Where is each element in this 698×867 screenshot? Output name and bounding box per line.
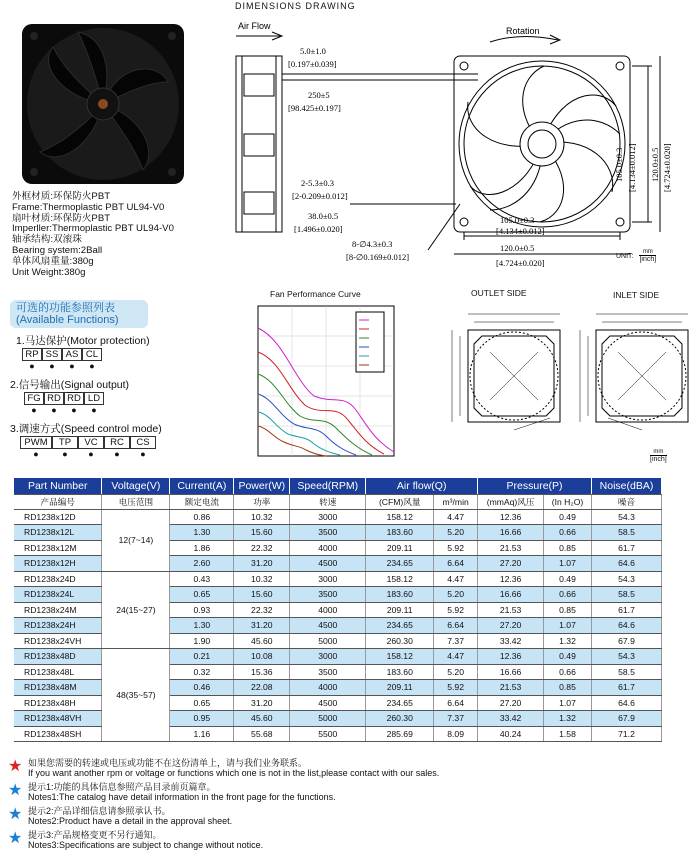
table-cell: 1.86 (170, 540, 234, 556)
dimensions-drawing (228, 14, 696, 274)
col-header: Noise(dBA) (591, 478, 661, 494)
table-cell: RD1238x48SH (14, 726, 102, 742)
table-cell: 7.37 (434, 711, 478, 727)
table-cell: 22.08 (234, 680, 290, 696)
table-cell: 4.47 (434, 649, 478, 665)
svg-text:[4.134±0.012]: [4.134±0.012] (627, 143, 637, 192)
table-cell: 1.58 (544, 726, 592, 742)
table-cell: 158.12 (366, 509, 434, 525)
table-cell: 10.08 (234, 649, 290, 665)
code-box: CS (130, 436, 156, 449)
col-header: Current(A) (170, 478, 234, 494)
table-cell: 12.36 (478, 649, 544, 665)
table-cell: 22.32 (234, 540, 290, 556)
table-cell: 0.65 (170, 587, 234, 603)
table-cell: 0.46 (170, 680, 234, 696)
table-cell: 27.20 (478, 695, 544, 711)
table-cell: 67.9 (591, 711, 661, 727)
svg-text:120.0±0.5: 120.0±0.5 (650, 147, 660, 182)
table-cell: 0.21 (170, 649, 234, 665)
code-box: TP (52, 436, 78, 449)
table-cell: 234.65 (366, 618, 434, 634)
col-header: Power(W) (234, 478, 290, 494)
fan-photo (18, 22, 188, 187)
table-cell: 0.85 (544, 680, 592, 696)
motor-protection-label: 1.马达保护(Motor protection) (16, 335, 150, 347)
table-cell: 6.64 (434, 618, 478, 634)
star-icon: ★ (8, 782, 23, 799)
table-cell: 15.36 (234, 664, 290, 680)
table-cell: 21.53 (478, 602, 544, 618)
table-cell: 7.37 (434, 633, 478, 649)
table-cell: 0.49 (544, 571, 592, 587)
table-cell: 71.2 (591, 726, 661, 742)
outlet-side-drawing (440, 300, 570, 470)
table-cell: 3500 (290, 525, 366, 541)
speed-control-label: 3.调速方式(Speed control mode) (10, 423, 162, 435)
table-cell: 3000 (290, 649, 366, 665)
table-cell: 5.92 (434, 540, 478, 556)
table-cell: 61.7 (591, 540, 661, 556)
table-cell: 3000 (290, 509, 366, 525)
spec-line: Bearing system:2Ball (12, 244, 103, 256)
table-cell: 3000 (290, 571, 366, 587)
table-cell: RD1238x48M (14, 680, 102, 696)
table-cell: 0.66 (544, 664, 592, 680)
table-cell: 5.92 (434, 680, 478, 696)
unit-legend-2: mm [inch] (650, 449, 667, 463)
table-cell: 5000 (290, 711, 366, 727)
table-cell: 64.6 (591, 556, 661, 572)
table-cell: 48(35~57) (102, 649, 170, 742)
table-cell: 33.42 (478, 633, 544, 649)
table-cell: RD1238x24H (14, 618, 102, 634)
table-cell: 21.53 (478, 540, 544, 556)
star-icon: ★ (8, 806, 23, 823)
table-cell: 1.30 (170, 525, 234, 541)
table-cell: 209.11 (366, 602, 434, 618)
spec-table (14, 478, 662, 742)
table-cell: 45.60 (234, 633, 290, 649)
star-icon: ★ (8, 758, 23, 775)
svg-text:[4.134±0.012]: [4.134±0.012] (496, 226, 545, 236)
table-cell: 15.60 (234, 525, 290, 541)
col-header: Air flow(Q) (366, 478, 478, 494)
table-cell: 54.3 (591, 509, 661, 525)
table-cell: RD1238x12M (14, 540, 102, 556)
code-box: PWM (20, 436, 52, 449)
signal-output-codes: FG RD $\overline{RD}$ LD ● ● ● ● (24, 392, 104, 415)
perf-curve-chart (244, 300, 404, 470)
table-cell: 0.65 (170, 695, 234, 711)
table-header-row (14, 478, 662, 494)
table-cell: 0.43 (170, 571, 234, 587)
table-cell: 183.60 (366, 525, 434, 541)
spec-line: Frame:Thermoplastic PBT UL94-V0 (12, 201, 165, 213)
svg-text:120.0±0.5: 120.0±0.5 (500, 243, 535, 253)
rotation-label: Rotation (506, 26, 540, 36)
motor-protection-codes: RP SS AS CL ● ● ● ● (22, 348, 102, 371)
svg-text:105.0±0.3: 105.0±0.3 (614, 147, 624, 182)
code-box: FG (24, 392, 44, 405)
table-cell: 0.85 (544, 540, 592, 556)
col-header: Pressure(P) (478, 478, 592, 494)
table-cell: 209.11 (366, 540, 434, 556)
table-cell: 1.32 (544, 711, 592, 727)
inlet-side-drawing (568, 300, 692, 450)
code-box: LD (84, 392, 104, 405)
col-header: Part Number (14, 478, 102, 494)
table-cell: 12.36 (478, 571, 544, 587)
table-cell: 183.60 (366, 664, 434, 680)
air-flow-label: Air Flow (238, 21, 271, 31)
table-cell: RD1238x12D (14, 509, 102, 525)
table-cell: 64.6 (591, 695, 661, 711)
svg-text:250±5: 250±5 (308, 90, 330, 100)
table-cell: 22.32 (234, 602, 290, 618)
inlet-side-title: INLET SIDE (613, 290, 660, 300)
svg-text:[2-0.209±0.012]: [2-0.209±0.012] (292, 191, 348, 201)
table-cell: RD1238x48L (14, 664, 102, 680)
table-cell: 0.49 (544, 509, 592, 525)
table-cell: 0.95 (170, 711, 234, 727)
table-cell: 1.07 (544, 695, 592, 711)
table-cell: 24(15~27) (102, 571, 170, 649)
table-cell: 5500 (290, 726, 366, 742)
table-cell: 234.65 (366, 695, 434, 711)
note-item: ★ 如果您需要的转速或电压或功能不在这份清单上，请与我们业务联系。 If you want another rpm or voltage or functions which one is not in the list,please contact with our sales. (8, 758, 440, 778)
table-row (14, 649, 662, 665)
table-cell: 16.66 (478, 587, 544, 603)
table-cell: 67.9 (591, 633, 661, 649)
table-cell: 21.53 (478, 680, 544, 696)
table-cell: 16.66 (478, 664, 544, 680)
svg-text:38.0±0.5: 38.0±0.5 (308, 211, 339, 221)
table-cell: 158.12 (366, 571, 434, 587)
table-cell: 64.6 (591, 618, 661, 634)
table-cell: 40.24 (478, 726, 544, 742)
col-header: Voltage(V) (102, 478, 170, 494)
table-cell: 260.30 (366, 711, 434, 727)
table-cell: 0.66 (544, 587, 592, 603)
svg-text:[0.197±0.039]: [0.197±0.039] (288, 59, 337, 69)
perf-curve-title: Fan Performance Curve (270, 289, 361, 299)
table-cell: 4.47 (434, 571, 478, 587)
table-cell: 31.20 (234, 695, 290, 711)
table-cell: RD1238x48VH (14, 711, 102, 727)
functions-title: 可选的功能参照列表 (Available Functions) (10, 300, 148, 328)
signal-output-label: 2.信号输出(Signal output) (10, 379, 130, 391)
table-cell: 33.42 (478, 711, 544, 727)
svg-text:[98.425±0.197]: [98.425±0.197] (288, 103, 341, 113)
code-box: $\overline{RD}$ (64, 392, 84, 405)
code-box: AS (62, 348, 82, 361)
table-cell: 16.66 (478, 525, 544, 541)
svg-text:[1.496±0.020]: [1.496±0.020] (294, 224, 343, 234)
table-cell: RD1238x12L (14, 525, 102, 541)
table-cell: 209.11 (366, 680, 434, 696)
table-cell: 31.20 (234, 556, 290, 572)
table-cell: 27.20 (478, 556, 544, 572)
code-box: VC (78, 436, 104, 449)
col-header: Speed(RPM) (290, 478, 366, 494)
svg-text:[4.724±0.020]: [4.724±0.020] (662, 143, 672, 192)
table-cell: RD1238x48D (14, 649, 102, 665)
svg-text:5.0±1.0: 5.0±1.0 (300, 46, 326, 56)
table-cell: 234.65 (366, 556, 434, 572)
outlet-side-title: OUTLET SIDE (471, 288, 527, 298)
table-cell: 5.20 (434, 587, 478, 603)
note-item: ★ 提示3:产品规格变更不另行通知。 Notes3:Specifications are subject to change without notice. (8, 830, 264, 850)
table-cell: 1.90 (170, 633, 234, 649)
code-box: RP (22, 348, 42, 361)
code-box: RC (104, 436, 130, 449)
spec-line: 单体风扇重量:380g (12, 255, 94, 267)
unit-legend: UNIT: mm [inch] (616, 249, 657, 263)
table-cell: 45.60 (234, 711, 290, 727)
table-cell: 15.60 (234, 587, 290, 603)
table-cell: 3500 (290, 587, 366, 603)
table-cell: 1.07 (544, 618, 592, 634)
table-cell: 61.7 (591, 602, 661, 618)
table-cell: 58.5 (591, 587, 661, 603)
table-cell: 0.32 (170, 664, 234, 680)
table-cell: 10.32 (234, 571, 290, 587)
table-cell: 61.7 (591, 680, 661, 696)
table-cell: RD1238x24VH (14, 633, 102, 649)
table-cell: 1.16 (170, 726, 234, 742)
table-cell: 0.85 (544, 602, 592, 618)
table-cell: RD1238x24L (14, 587, 102, 603)
notes (8, 758, 688, 854)
code-box: SS (42, 348, 62, 361)
table-cell: 31.20 (234, 618, 290, 634)
table-cell: 183.60 (366, 587, 434, 603)
svg-text:[4.724±0.020]: [4.724±0.020] (496, 258, 545, 268)
table-cell: 4500 (290, 695, 366, 711)
table-row (14, 571, 662, 587)
table-cell: 5000 (290, 633, 366, 649)
note-item: ★ 提示2:产品详细信息请参照承认书。 Notes2:Product have a detail in the approval sheet. (8, 806, 233, 826)
speed-control-codes: PWM TP VC RC CS ● ● ● ● ● (20, 436, 156, 459)
table-cell: 0.66 (544, 525, 592, 541)
table-cell: RD1238x12H (14, 556, 102, 572)
table-row (14, 509, 662, 525)
table-cell: 2.60 (170, 556, 234, 572)
spec-line: 扇叶材质:环保防火PBT (12, 212, 111, 224)
table-cell: 54.3 (591, 571, 661, 587)
svg-text:[8-∅0.169±0.012]: [8-∅0.169±0.012] (346, 252, 410, 262)
table-cell: 285.69 (366, 726, 434, 742)
table-cell: 4500 (290, 556, 366, 572)
table-cell: 6.64 (434, 695, 478, 711)
table-cell: 55.68 (234, 726, 290, 742)
table-cell: 5.20 (434, 525, 478, 541)
material-specs (12, 192, 222, 278)
table-cell: 6.64 (434, 556, 478, 572)
table-cell: 0.86 (170, 509, 234, 525)
svg-text:105.0±0.3: 105.0±0.3 (500, 215, 535, 225)
spec-line: Imperller:Thermoplastic PBT UL94-V0 (12, 223, 174, 235)
code-box: RD (44, 392, 64, 405)
spec-line: Unit Weight:380g (12, 266, 86, 278)
svg-text:2-5.3±0.3: 2-5.3±0.3 (301, 178, 334, 188)
table-cell: 4000 (290, 602, 366, 618)
table-cell: 5.20 (434, 664, 478, 680)
table-cell: RD1238x24D (14, 571, 102, 587)
note-item: ★ 提示1:功能的具体信息参照产品目录前页篇章。 Notes1:The catalog have detail information in the front page for the functions. (8, 782, 336, 802)
table-cell: 58.5 (591, 664, 661, 680)
table-cell: 1.30 (170, 618, 234, 634)
table-cell: 12.36 (478, 509, 544, 525)
table-subheader-row: 产品编号 电压范围 额定电流 功率 转速 (CFM)风量 m³/min (mmAq)风压 (In H₂O) 噪音 (14, 494, 662, 509)
table-cell: 58.5 (591, 525, 661, 541)
code-box: CL (82, 348, 102, 361)
table-cell: 27.20 (478, 618, 544, 634)
table-cell: RD1238x48H (14, 695, 102, 711)
table-cell: 4500 (290, 618, 366, 634)
table-cell: 8.09 (434, 726, 478, 742)
table-cell: 12(7~14) (102, 509, 170, 571)
spec-line: 外框材质:环保防火PBT (12, 191, 111, 202)
table-cell: 4.47 (434, 509, 478, 525)
table-cell: 1.07 (544, 556, 592, 572)
table-cell: RD1238x24M (14, 602, 102, 618)
dimensions-title: DIMENSIONS DRAWING (235, 1, 356, 11)
table-cell: 260.30 (366, 633, 434, 649)
table-cell: 0.49 (544, 649, 592, 665)
table-cell: 1.32 (544, 633, 592, 649)
spec-line: 轴承结构:双滚珠 (12, 234, 82, 246)
table-cell: 54.3 (591, 649, 661, 665)
star-icon: ★ (8, 830, 23, 847)
table-cell: 4000 (290, 540, 366, 556)
table-cell: 10.32 (234, 509, 290, 525)
table-cell: 5.92 (434, 602, 478, 618)
table-cell: 158.12 (366, 649, 434, 665)
table-cell: 0.93 (170, 602, 234, 618)
table-cell: 4000 (290, 680, 366, 696)
table-cell: 3500 (290, 664, 366, 680)
svg-text:8-∅4.3±0.3: 8-∅4.3±0.3 (352, 239, 393, 249)
